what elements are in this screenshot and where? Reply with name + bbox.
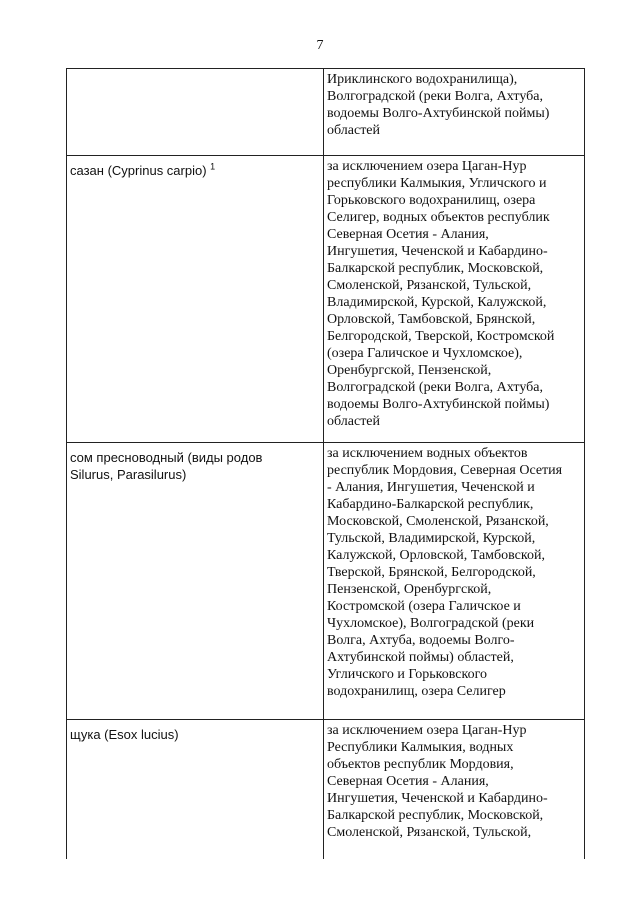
region-line: Белгородской, Тверской, Костромской (327, 329, 555, 344)
region-line: Северная Осетия - Алания, (327, 227, 489, 242)
region-line: Смоленской, Рязанской, Тульской, (327, 278, 532, 293)
region-line: Чухломское), Волгоградской (реки (327, 616, 535, 631)
footnote-marker: 1 (210, 161, 216, 172)
region-cell (324, 156, 585, 443)
region-line: Селигер, водных объектов республик (327, 210, 550, 225)
region-line: Ахтубинской поймы) областей, (327, 650, 514, 665)
species-cell (67, 69, 324, 156)
region-line: Волга, Ахтуба, водоемы Волго- (327, 633, 515, 648)
region-line: Ириклинского водохранилища), (327, 72, 518, 87)
region-line: - Алания, Ингушетия, Чеченской и (327, 480, 535, 495)
region-line: Костромской (озера Галичское и (327, 599, 521, 614)
page-number: 7 (316, 38, 324, 53)
species-table (66, 68, 585, 859)
region-line: областей (327, 123, 381, 138)
region-cell (324, 443, 585, 720)
region-line: Ингушетия, Чеченской и Кабардино- (327, 244, 548, 259)
species-name: сазан (Cyprinus carpio) (70, 163, 207, 178)
region-line: Угличского и Горьковского (327, 667, 487, 682)
region-line: Пензенской, Оренбургской, (327, 582, 492, 597)
region-line: областей (327, 414, 381, 429)
region-line: за исключением водных объектов (327, 446, 528, 461)
region-line: республик Мордовия, Северная Осетия (327, 463, 563, 478)
region-line: Республики Калмыкия, водных (327, 740, 514, 755)
region-line: Смоленской, Рязанской, Тульской, (327, 825, 532, 840)
species-cell (67, 720, 324, 860)
species-cell (67, 156, 324, 443)
region-line: Калужской, Орловской, Тамбовской, (327, 548, 545, 563)
region-line: Кабардино-Балкарской республик, (327, 497, 534, 512)
region-line: Владимирской, Курской, Калужской, (327, 295, 547, 310)
table-row (67, 69, 585, 156)
region-line: Орловской, Тамбовской, Брянской, (327, 312, 536, 327)
region-line: за исключением озера Цаган-Нур (327, 159, 527, 174)
region-line: водоемы Волго-Ахтубинской поймы) (327, 397, 550, 412)
region-line: Северная Осетия - Алания, (327, 774, 489, 789)
region-line: Горьковского водохранилищ, озера (327, 193, 536, 208)
region-line: Волгоградской (реки Волга, Ахтуба, (327, 89, 544, 104)
region-line: за исключением озера Цаган-Нур (327, 723, 527, 738)
region-line: водоемы Волго-Ахтубинской поймы) (327, 106, 550, 121)
region-line: Тверской, Брянской, Белгородской, (327, 565, 536, 580)
region-line: (озера Галичское и Чухломское), (327, 346, 523, 361)
region-line: Балкарской республик, Московской, (327, 261, 544, 276)
region-line: Тульской, Владимирской, Курской, (327, 531, 536, 546)
region-cell (324, 720, 585, 860)
region-line: республики Калмыкия, Угличского и (327, 176, 547, 191)
region-line: Балкарской республик, Московской, (327, 808, 544, 823)
region-line: объектов республик Мордовия, (327, 757, 514, 772)
species-name: сом пресноводный (виды родов (70, 450, 263, 465)
table-row (67, 720, 585, 860)
table-row (67, 156, 585, 443)
region-line: Ингушетия, Чеченской и Кабардино- (327, 791, 548, 806)
region-cell (324, 69, 585, 156)
region-line: Волгоградской (реки Волга, Ахтуба, (327, 380, 544, 395)
species-name: Silurus, Parasilurus) (70, 467, 187, 482)
region-line: водохранилищ, озера Селигер (327, 684, 506, 699)
region-line: Московской, Смоленской, Рязанской, (327, 514, 549, 529)
species-cell (67, 443, 324, 720)
table-row (67, 443, 585, 720)
species-name: щука (Esox lucius) (70, 727, 179, 742)
region-line: Оренбургской, Пензенской, (327, 363, 492, 378)
